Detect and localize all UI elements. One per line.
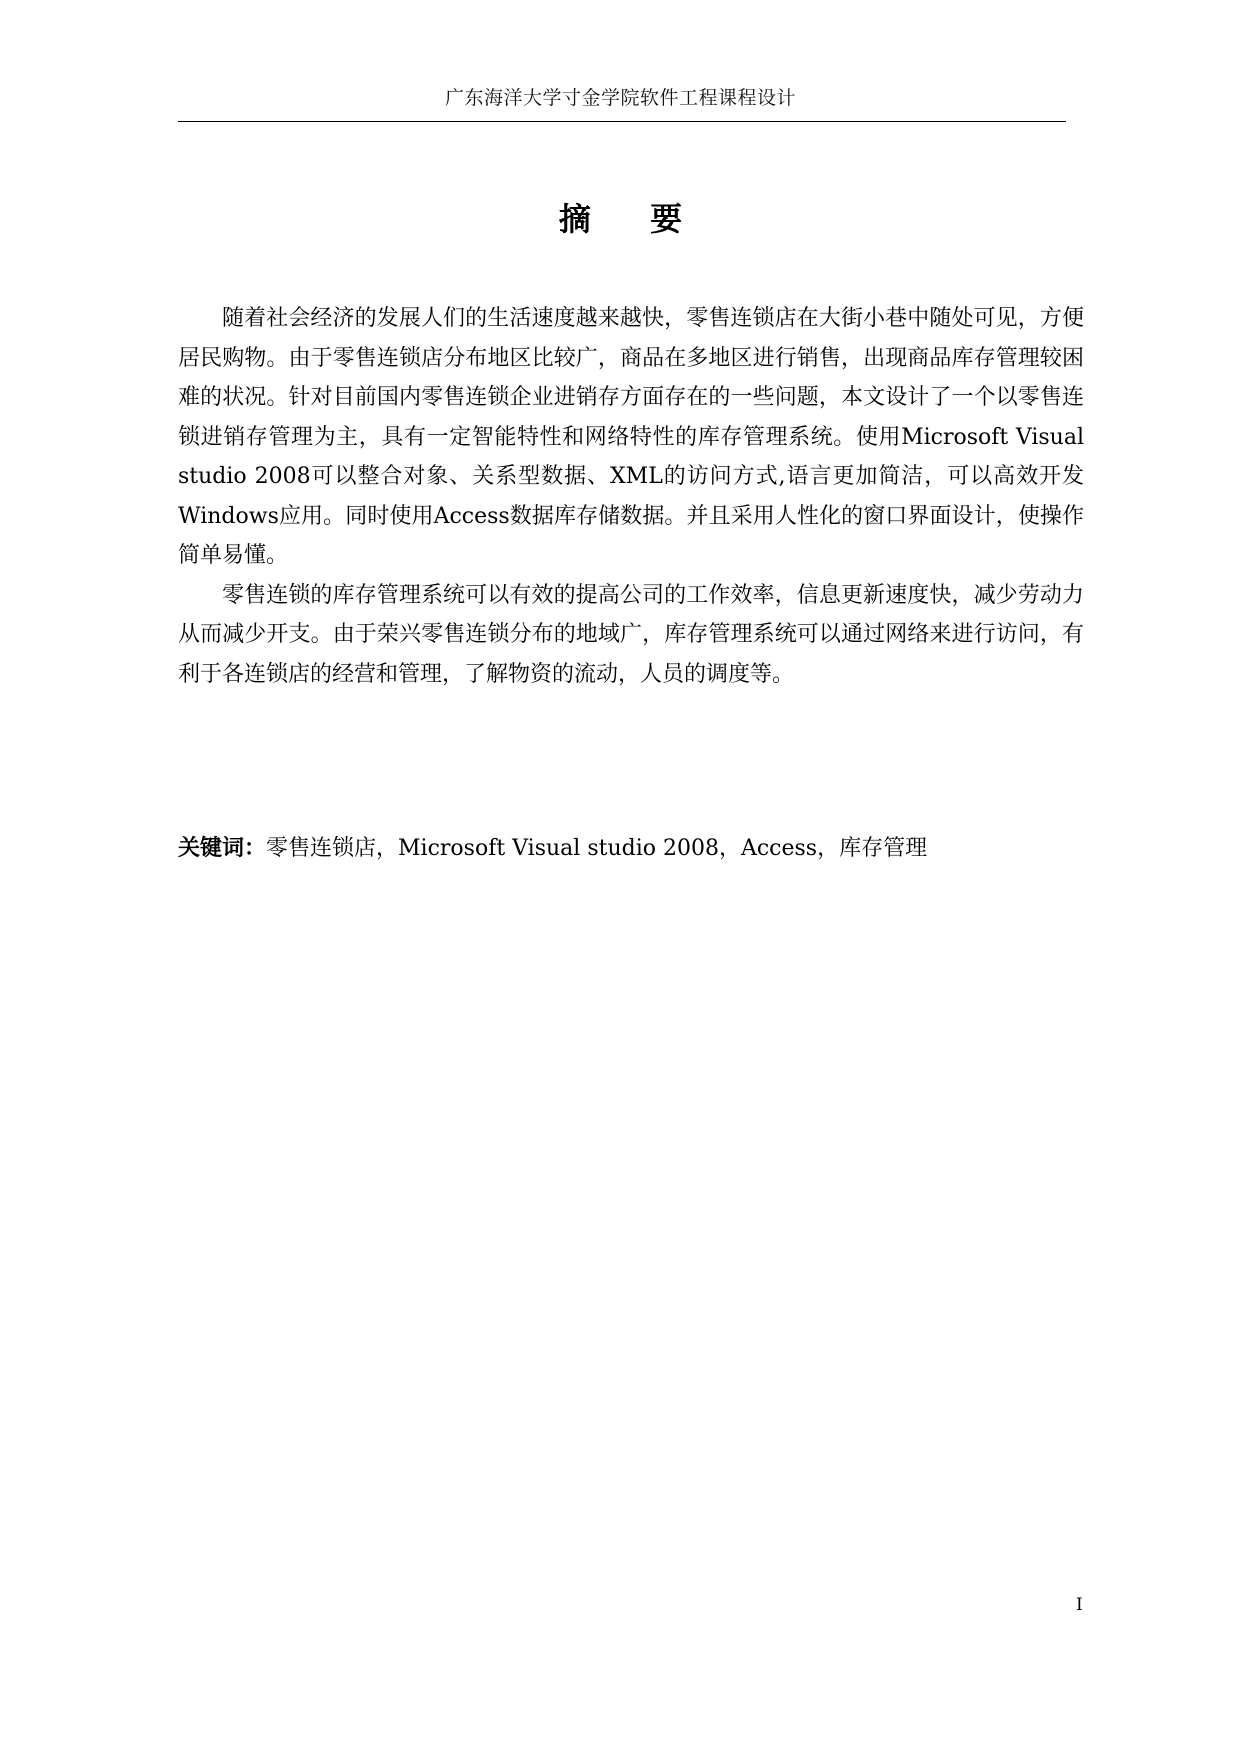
keywords-text: 零售连锁店，Microsoft Visual studio 2008，Access，库存管理 [266, 836, 928, 861]
abstract-paragraph: 随着社会经济的发展人们的生活速度越来越快，零售连锁店在大街小巷中随处可见，方便居民购物。由于零售连锁店分布地区比较广，商品在多地区进行销售，出现商品库存管理较困难的状况。针对目前国内零售连锁企业进销存方面存在的一些问题，本文设计了一个以零售连锁进销存管理为主，具有一定智能特性和网络特性的库存管理系统。使用Microsoft Visual studio 2008可以整合对象、关系型数据、XML的访问方式,语言更加简洁，可以高效开发Windows应用。同时使用Access数据库存储数据。并且采用人性化的窗口界面设计，使操作简单易懂。 [178, 306, 1084, 568]
keywords-label: 关键词： [178, 836, 267, 861]
running-header: 广东海洋大学寸金学院软件工程课程设计 [444, 87, 796, 109]
page-number: I [1076, 1595, 1083, 1615]
keywords-line [178, 833, 1084, 865]
abstract-title: 摘 要 [558, 200, 707, 238]
abstract-paragraph: 零售连锁的库存管理系统可以有效的提高公司的工作效率，信息更新速度快，减少劳动力从而减少开支。由于荣兴零售连锁分布的地域广，库存管理系统可以通过网络来进行访问，有利于各连锁店的经营和管理，了解物资的流动，人员的调度等。 [178, 582, 1084, 687]
abstract-body [178, 299, 1084, 694]
header-divider [178, 121, 1066, 122]
